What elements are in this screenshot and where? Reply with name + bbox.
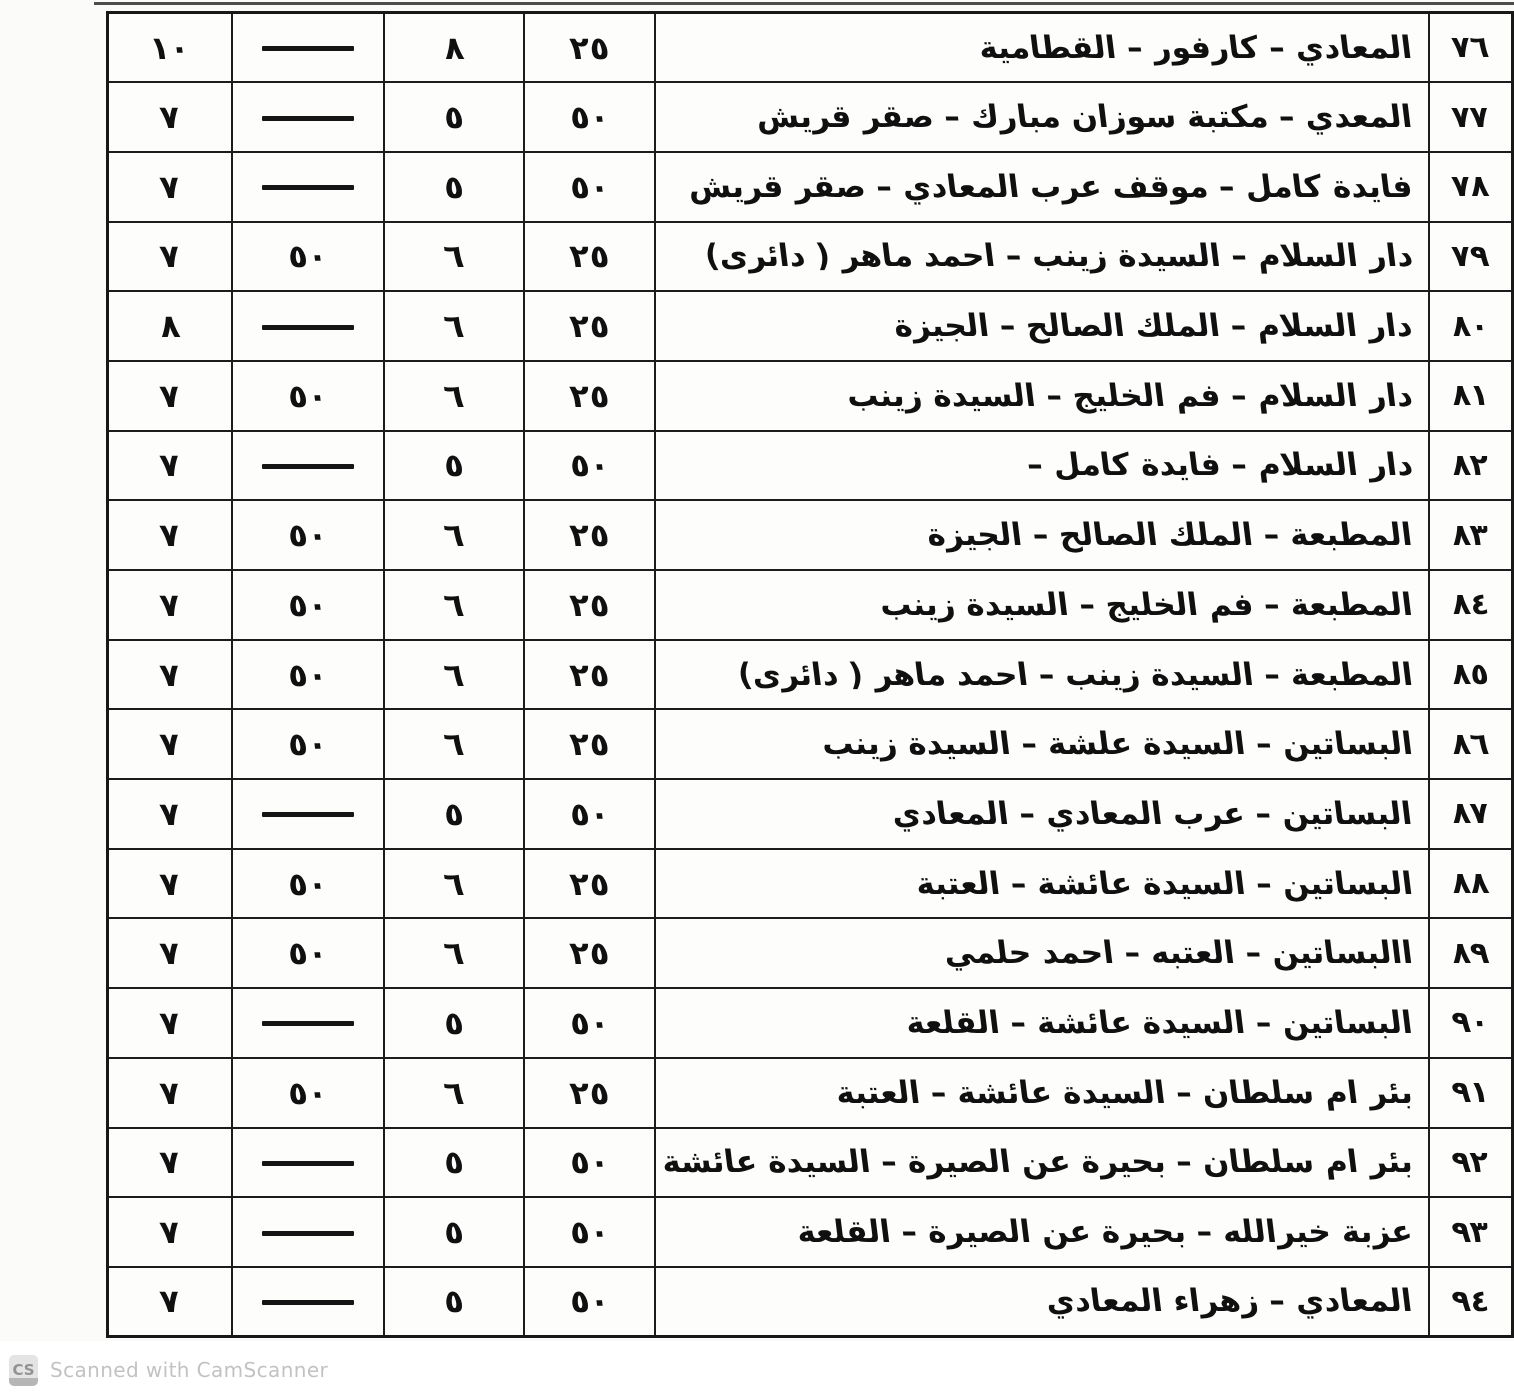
route-name-cell xyxy=(655,222,1429,292)
value-cell-4 xyxy=(108,570,232,640)
value-1: ٢٥ xyxy=(567,725,612,764)
route-number-cell xyxy=(1429,431,1512,501)
value-4: ٧ xyxy=(157,1003,183,1042)
value-cell-1 xyxy=(524,1267,655,1337)
value-4: ٧ xyxy=(157,98,183,137)
value-cell-1 xyxy=(524,1058,655,1128)
value-2: ٥ xyxy=(441,1282,466,1321)
table-row xyxy=(108,431,1513,501)
route-name: المطبعة – السيدة زينب – احمد ماهر ( دائرى) xyxy=(735,656,1415,693)
bus-routes-table xyxy=(106,11,1514,1338)
value-cell-3 xyxy=(232,779,384,849)
route-number-cell xyxy=(1429,13,1512,83)
value-cell-4 xyxy=(108,431,232,501)
route-name-cell xyxy=(655,779,1429,849)
value-cell-2 xyxy=(384,152,524,222)
value-2: ٥ xyxy=(441,1213,466,1252)
value-2: ٦ xyxy=(441,725,466,764)
camscanner-watermark xyxy=(0,1341,1514,1399)
value-1: ٢٥ xyxy=(567,1073,612,1112)
route-number: ٧٧ xyxy=(1450,99,1492,135)
value-4: ١٠ xyxy=(148,28,192,67)
value-cell-2 xyxy=(384,1128,524,1198)
table-row xyxy=(108,988,1513,1058)
value-cell-2 xyxy=(384,222,524,292)
value-cell-2 xyxy=(384,1267,524,1337)
route-number: ٨٠ xyxy=(1450,308,1492,344)
value-2: ٦ xyxy=(441,864,466,903)
value-1: ٥٠ xyxy=(567,1143,612,1182)
route-name: دار السلام – فايدة كامل – xyxy=(1024,447,1415,484)
table-row xyxy=(108,82,1513,152)
value-2: ٥ xyxy=(441,98,466,137)
table-row xyxy=(108,1267,1513,1337)
route-name-cell xyxy=(655,361,1429,431)
value-2: ٦ xyxy=(441,655,466,694)
table-row xyxy=(108,640,1513,710)
value-cell-3 xyxy=(232,500,384,570)
table-row xyxy=(108,1128,1513,1198)
value-cell-4 xyxy=(108,500,232,570)
route-number-cell xyxy=(1429,779,1512,849)
value-cell-4 xyxy=(108,988,232,1058)
table-row xyxy=(108,361,1513,431)
route-number: ٨٢ xyxy=(1450,447,1492,483)
dash-mark xyxy=(262,116,354,121)
route-name: دار السلام – الملك الصالح – الجيزة xyxy=(891,308,1415,345)
camscanner-text: Scanned with CamScanner xyxy=(50,1358,329,1382)
value-4: ٨ xyxy=(157,307,183,346)
value-cell-4 xyxy=(108,1197,232,1267)
value-3: ٥٠ xyxy=(285,585,330,624)
value-1: ٢٥ xyxy=(567,307,612,346)
route-number-cell xyxy=(1429,152,1512,222)
route-name-cell xyxy=(655,988,1429,1058)
route-number-cell xyxy=(1429,918,1512,988)
route-number: ٨٦ xyxy=(1450,726,1492,762)
value-4: ٧ xyxy=(157,376,183,415)
value-cell-4 xyxy=(108,13,232,83)
table-row xyxy=(108,222,1513,292)
route-name-cell xyxy=(655,82,1429,152)
value-1: ٥٠ xyxy=(567,1003,612,1042)
value-cell-3 xyxy=(232,152,384,222)
value-2: ٥ xyxy=(441,167,466,206)
value-4: ٧ xyxy=(157,864,183,903)
table-row xyxy=(108,13,1513,83)
route-number-cell xyxy=(1429,500,1512,570)
value-3: ٥٠ xyxy=(285,725,330,764)
route-number: ٩١ xyxy=(1450,1075,1492,1111)
value-cell-3 xyxy=(232,361,384,431)
table-row xyxy=(108,849,1513,919)
value-cell-4 xyxy=(108,779,232,849)
value-cell-4 xyxy=(108,82,232,152)
value-cell-4 xyxy=(108,291,232,361)
route-name-cell xyxy=(655,1128,1429,1198)
route-number-cell xyxy=(1429,1058,1512,1128)
value-2: ٦ xyxy=(441,307,466,346)
route-name-cell xyxy=(655,500,1429,570)
table-row xyxy=(108,500,1513,570)
route-name-cell xyxy=(655,1058,1429,1128)
value-4: ٧ xyxy=(157,934,183,973)
value-3: ٥٠ xyxy=(285,864,330,903)
value-cell-1 xyxy=(524,291,655,361)
route-name: دار السلام – فم الخليج – السيدة زينب xyxy=(844,377,1415,414)
value-cell-4 xyxy=(108,849,232,919)
value-4: ٧ xyxy=(157,237,183,276)
dash-mark xyxy=(262,1021,354,1026)
value-cell-2 xyxy=(384,500,524,570)
dash-mark xyxy=(262,185,354,190)
value-1: ٥٠ xyxy=(567,1213,612,1252)
route-name: بئر ام سلطان – السيدة عائشة – العتبة xyxy=(833,1074,1415,1111)
dash-mark xyxy=(262,1300,354,1305)
table-row xyxy=(108,291,1513,361)
value-cell-3 xyxy=(232,709,384,779)
value-2: ٦ xyxy=(441,237,466,276)
value-cell-1 xyxy=(524,1197,655,1267)
value-2: ٥ xyxy=(441,446,466,485)
value-4: ٧ xyxy=(157,794,183,833)
route-number: ٨٧ xyxy=(1450,796,1492,832)
route-name: المطبعة – الملك الصالح – الجيزة xyxy=(925,517,1415,554)
route-name-cell xyxy=(655,918,1429,988)
route-number: ٨٥ xyxy=(1450,657,1492,693)
value-cell-1 xyxy=(524,361,655,431)
value-cell-4 xyxy=(108,1267,232,1337)
dash-mark xyxy=(262,1231,354,1236)
camscanner-logo-icon xyxy=(9,1355,38,1386)
value-cell-2 xyxy=(384,988,524,1058)
route-name: المعادي – زهراء المعادي xyxy=(1044,1283,1415,1320)
value-cell-3 xyxy=(232,431,384,501)
route-number: ٨٣ xyxy=(1450,517,1492,553)
value-cell-1 xyxy=(524,849,655,919)
value-cell-4 xyxy=(108,222,232,292)
table-row xyxy=(108,1197,1513,1267)
table-row xyxy=(108,1058,1513,1128)
value-cell-4 xyxy=(108,1058,232,1128)
value-4: ٧ xyxy=(157,1073,183,1112)
value-cell-1 xyxy=(524,779,655,849)
value-cell-2 xyxy=(384,709,524,779)
route-name: المطبعة – فم الخليج – السيدة زينب xyxy=(877,586,1415,623)
value-4: ٧ xyxy=(157,167,183,206)
value-2: ٥ xyxy=(441,1143,466,1182)
route-name-cell xyxy=(655,431,1429,501)
value-cell-3 xyxy=(232,849,384,919)
value-cell-3 xyxy=(232,1128,384,1198)
route-name-cell xyxy=(655,1197,1429,1267)
route-name-cell xyxy=(655,640,1429,710)
value-4: ٧ xyxy=(157,1282,183,1321)
route-number-cell xyxy=(1429,291,1512,361)
value-4: ٧ xyxy=(157,1143,183,1182)
value-3: ٥٠ xyxy=(285,237,330,276)
value-1: ٢٥ xyxy=(567,585,612,624)
value-cell-2 xyxy=(384,13,524,83)
value-cell-3 xyxy=(232,1058,384,1128)
route-name: البساتين – السيدة علشة – السيدة زينب xyxy=(819,726,1415,763)
route-name: البساتين – السيدة عائشة – القلعة xyxy=(903,1004,1415,1041)
route-number-cell xyxy=(1429,1128,1512,1198)
route-name: المعادي – كارفور – القطامية xyxy=(977,29,1415,66)
route-name-cell xyxy=(655,1267,1429,1337)
route-number-cell xyxy=(1429,849,1512,919)
value-cell-2 xyxy=(384,1197,524,1267)
page-top-edge-line xyxy=(94,2,1514,5)
route-name: عزبة خيرالله – بحيرة عن الصيرة – القلعة xyxy=(794,1214,1415,1251)
value-cell-1 xyxy=(524,570,655,640)
route-name: االبساتين – العتبه – احمد حلمي xyxy=(941,935,1415,972)
value-4: ٧ xyxy=(157,516,183,555)
value-1: ٢٥ xyxy=(567,28,612,67)
dash-mark xyxy=(262,46,354,51)
route-number: ٧٩ xyxy=(1450,238,1492,274)
route-name: فايدة كامل – موقف عرب المعادي – صقر قريش xyxy=(685,168,1415,205)
value-1: ٢٥ xyxy=(567,655,612,694)
value-cell-1 xyxy=(524,1128,655,1198)
route-name-cell xyxy=(655,13,1429,83)
route-name: البساتين – السيدة عائشة – العتبة xyxy=(913,865,1415,902)
value-1: ٢٥ xyxy=(567,237,612,276)
route-number: ٩٤ xyxy=(1450,1283,1492,1319)
value-cell-4 xyxy=(108,709,232,779)
value-cell-3 xyxy=(232,13,384,83)
value-cell-1 xyxy=(524,222,655,292)
value-1: ٥٠ xyxy=(567,794,612,833)
route-name-cell xyxy=(655,709,1429,779)
dash-mark xyxy=(262,1161,354,1166)
value-4: ٧ xyxy=(157,655,183,694)
value-cell-2 xyxy=(384,570,524,640)
dash-mark xyxy=(262,812,354,817)
value-cell-3 xyxy=(232,570,384,640)
route-number-cell xyxy=(1429,988,1512,1058)
value-cell-3 xyxy=(232,1197,384,1267)
table-row xyxy=(108,779,1513,849)
value-cell-4 xyxy=(108,1128,232,1198)
route-name-cell xyxy=(655,570,1429,640)
value-cell-3 xyxy=(232,1267,384,1337)
route-number-cell xyxy=(1429,1267,1512,1337)
value-cell-2 xyxy=(384,431,524,501)
value-cell-2 xyxy=(384,849,524,919)
value-cell-2 xyxy=(384,640,524,710)
value-2: ٥ xyxy=(441,1003,466,1042)
camscanner-logo-text: CS xyxy=(12,1361,35,1379)
value-cell-1 xyxy=(524,918,655,988)
value-1: ٥٠ xyxy=(567,167,612,206)
route-number: ٩٠ xyxy=(1450,1005,1492,1041)
route-name-cell xyxy=(655,849,1429,919)
routes-table-body xyxy=(108,13,1513,1337)
route-number-cell xyxy=(1429,709,1512,779)
value-cell-2 xyxy=(384,779,524,849)
value-cell-2 xyxy=(384,291,524,361)
route-number: ٨٩ xyxy=(1450,935,1492,971)
route-number-cell xyxy=(1429,361,1512,431)
value-1: ٢٥ xyxy=(567,516,612,555)
route-name: دار السلام – السيدة زينب – احمد ماهر ( دائرى) xyxy=(702,238,1415,275)
value-1: ٢٥ xyxy=(567,376,612,415)
value-cell-3 xyxy=(232,291,384,361)
route-number: ٨٨ xyxy=(1450,866,1492,902)
value-2: ٦ xyxy=(441,585,466,624)
value-1: ٢٥ xyxy=(567,934,612,973)
value-cell-3 xyxy=(232,640,384,710)
value-cell-1 xyxy=(524,709,655,779)
value-cell-4 xyxy=(108,152,232,222)
value-2: ٦ xyxy=(441,376,466,415)
value-cell-2 xyxy=(384,1058,524,1128)
value-cell-4 xyxy=(108,918,232,988)
route-number: ٨١ xyxy=(1450,378,1492,414)
value-2: ٦ xyxy=(441,516,466,555)
value-cell-2 xyxy=(384,361,524,431)
route-number: ٩٣ xyxy=(1450,1214,1492,1250)
value-2: ٨ xyxy=(441,28,466,67)
table-row xyxy=(108,152,1513,222)
table-row xyxy=(108,709,1513,779)
route-number: ٩٢ xyxy=(1450,1144,1492,1180)
value-cell-1 xyxy=(524,431,655,501)
value-2: ٦ xyxy=(441,1073,466,1112)
route-number: ٨٤ xyxy=(1450,587,1492,623)
route-name-cell xyxy=(655,291,1429,361)
dash-mark xyxy=(262,325,354,330)
value-2: ٥ xyxy=(441,794,466,833)
value-3: ٥٠ xyxy=(285,655,330,694)
value-cell-3 xyxy=(232,918,384,988)
value-cell-4 xyxy=(108,361,232,431)
table-row xyxy=(108,918,1513,988)
value-cell-3 xyxy=(232,82,384,152)
value-4: ٧ xyxy=(157,1213,183,1252)
value-cell-1 xyxy=(524,13,655,83)
value-2: ٦ xyxy=(441,934,466,973)
value-cell-1 xyxy=(524,152,655,222)
value-cell-1 xyxy=(524,988,655,1058)
route-number-cell xyxy=(1429,1197,1512,1267)
route-number-cell xyxy=(1429,570,1512,640)
value-cell-3 xyxy=(232,988,384,1058)
value-cell-1 xyxy=(524,500,655,570)
route-number-cell xyxy=(1429,222,1512,292)
value-1: ٥٠ xyxy=(567,446,612,485)
value-1: ٥٠ xyxy=(567,98,612,137)
value-cell-1 xyxy=(524,82,655,152)
value-cell-2 xyxy=(384,918,524,988)
table-row xyxy=(108,570,1513,640)
dash-mark xyxy=(262,464,354,469)
route-name-cell xyxy=(655,152,1429,222)
value-cell-1 xyxy=(524,640,655,710)
route-name: البساتين – عرب المعادي – المعادي xyxy=(890,795,1415,832)
value-3: ٥٠ xyxy=(285,934,330,973)
value-3: ٥٠ xyxy=(285,516,330,555)
route-number: ٧٨ xyxy=(1450,169,1492,205)
value-1: ٥٠ xyxy=(567,1282,612,1321)
route-name: بئر ام سلطان – بحيرة عن الصيرة – السيدة عائشة xyxy=(659,1144,1415,1181)
value-1: ٢٥ xyxy=(567,864,612,903)
route-number-cell xyxy=(1429,640,1512,710)
route-number: ٧٦ xyxy=(1450,30,1492,66)
value-cell-2 xyxy=(384,82,524,152)
route-number-cell xyxy=(1429,82,1512,152)
value-4: ٧ xyxy=(157,585,183,624)
value-4: ٧ xyxy=(157,446,183,485)
value-3: ٥٠ xyxy=(285,1073,330,1112)
value-cell-4 xyxy=(108,640,232,710)
route-name: المعدي – مكتبة سوزان مبارك – صقر قريش xyxy=(754,99,1415,136)
value-4: ٧ xyxy=(157,725,183,764)
value-3: ٥٠ xyxy=(285,376,330,415)
value-cell-3 xyxy=(232,222,384,292)
